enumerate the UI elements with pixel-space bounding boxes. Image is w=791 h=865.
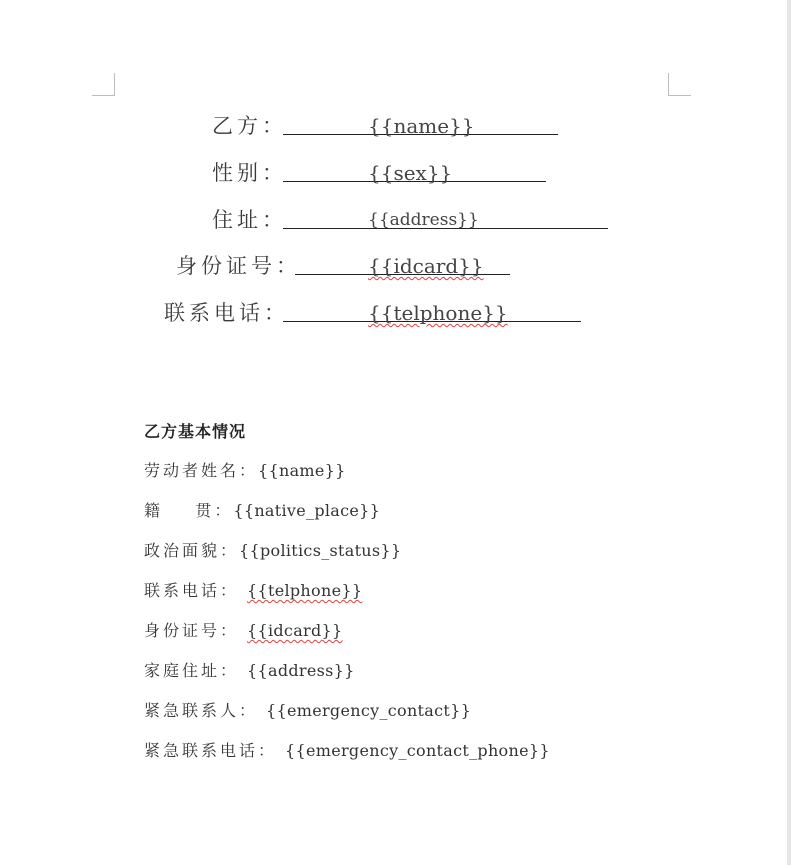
- info-row-emergency-contact-phone: [144, 739, 550, 763]
- info-value[interactable]: {{emergency_contact_phone}}: [285, 741, 550, 760]
- field-label: 乙方：: [212, 114, 287, 138]
- field-value[interactable]: {{name}}: [368, 114, 475, 138]
- field-label: 住址：: [212, 208, 287, 232]
- field-value[interactable]: {{address}}: [368, 210, 479, 230]
- field-telphone: [0, 297, 791, 329]
- info-value[interactable]: {{telphone}}: [247, 581, 363, 600]
- info-row-politics-status: [144, 539, 401, 563]
- field-name: [0, 110, 791, 142]
- info-row-name: [144, 459, 346, 483]
- info-row-idcard: [144, 619, 342, 643]
- field-label: 联系电话：: [164, 301, 289, 325]
- info-value[interactable]: {{politics_status}}: [239, 541, 402, 560]
- field-value[interactable]: {{idcard}}: [368, 254, 484, 278]
- info-row-telphone: [144, 579, 362, 603]
- info-value[interactable]: {{name}}: [258, 461, 346, 480]
- field-value[interactable]: {{telphone}}: [368, 301, 508, 325]
- info-value[interactable]: {{emergency_contact}}: [266, 701, 472, 720]
- info-label: 籍 贯：: [144, 501, 234, 520]
- info-value[interactable]: {{native_place}}: [233, 501, 381, 520]
- section-title: 乙方基本情况: [144, 422, 247, 441]
- field-address: [0, 204, 791, 236]
- info-label: 身份证号：: [144, 621, 240, 640]
- info-label: 政治面貌：: [144, 541, 240, 560]
- field-sex: [0, 157, 791, 189]
- info-label: 紧急联系人：: [144, 701, 259, 720]
- margin-corner-top-left: [92, 73, 115, 96]
- info-value[interactable]: {{address}}: [247, 661, 355, 680]
- info-label: 紧急联系电话：: [144, 741, 278, 760]
- info-label: 家庭住址：: [144, 661, 240, 680]
- info-value[interactable]: {{idcard}}: [247, 621, 343, 640]
- info-row-address: [144, 659, 355, 683]
- margin-corner-top-right: [668, 73, 691, 96]
- info-row-native-place: [144, 499, 380, 523]
- info-label: 联系电话：: [144, 581, 240, 600]
- info-label: 劳动者姓名：: [144, 461, 259, 480]
- field-label: 身份证号：: [176, 254, 301, 278]
- info-row-emergency-contact: [144, 699, 471, 723]
- field-label: 性别：: [212, 161, 287, 185]
- field-idcard: [0, 250, 791, 282]
- field-value[interactable]: {{sex}}: [368, 161, 453, 185]
